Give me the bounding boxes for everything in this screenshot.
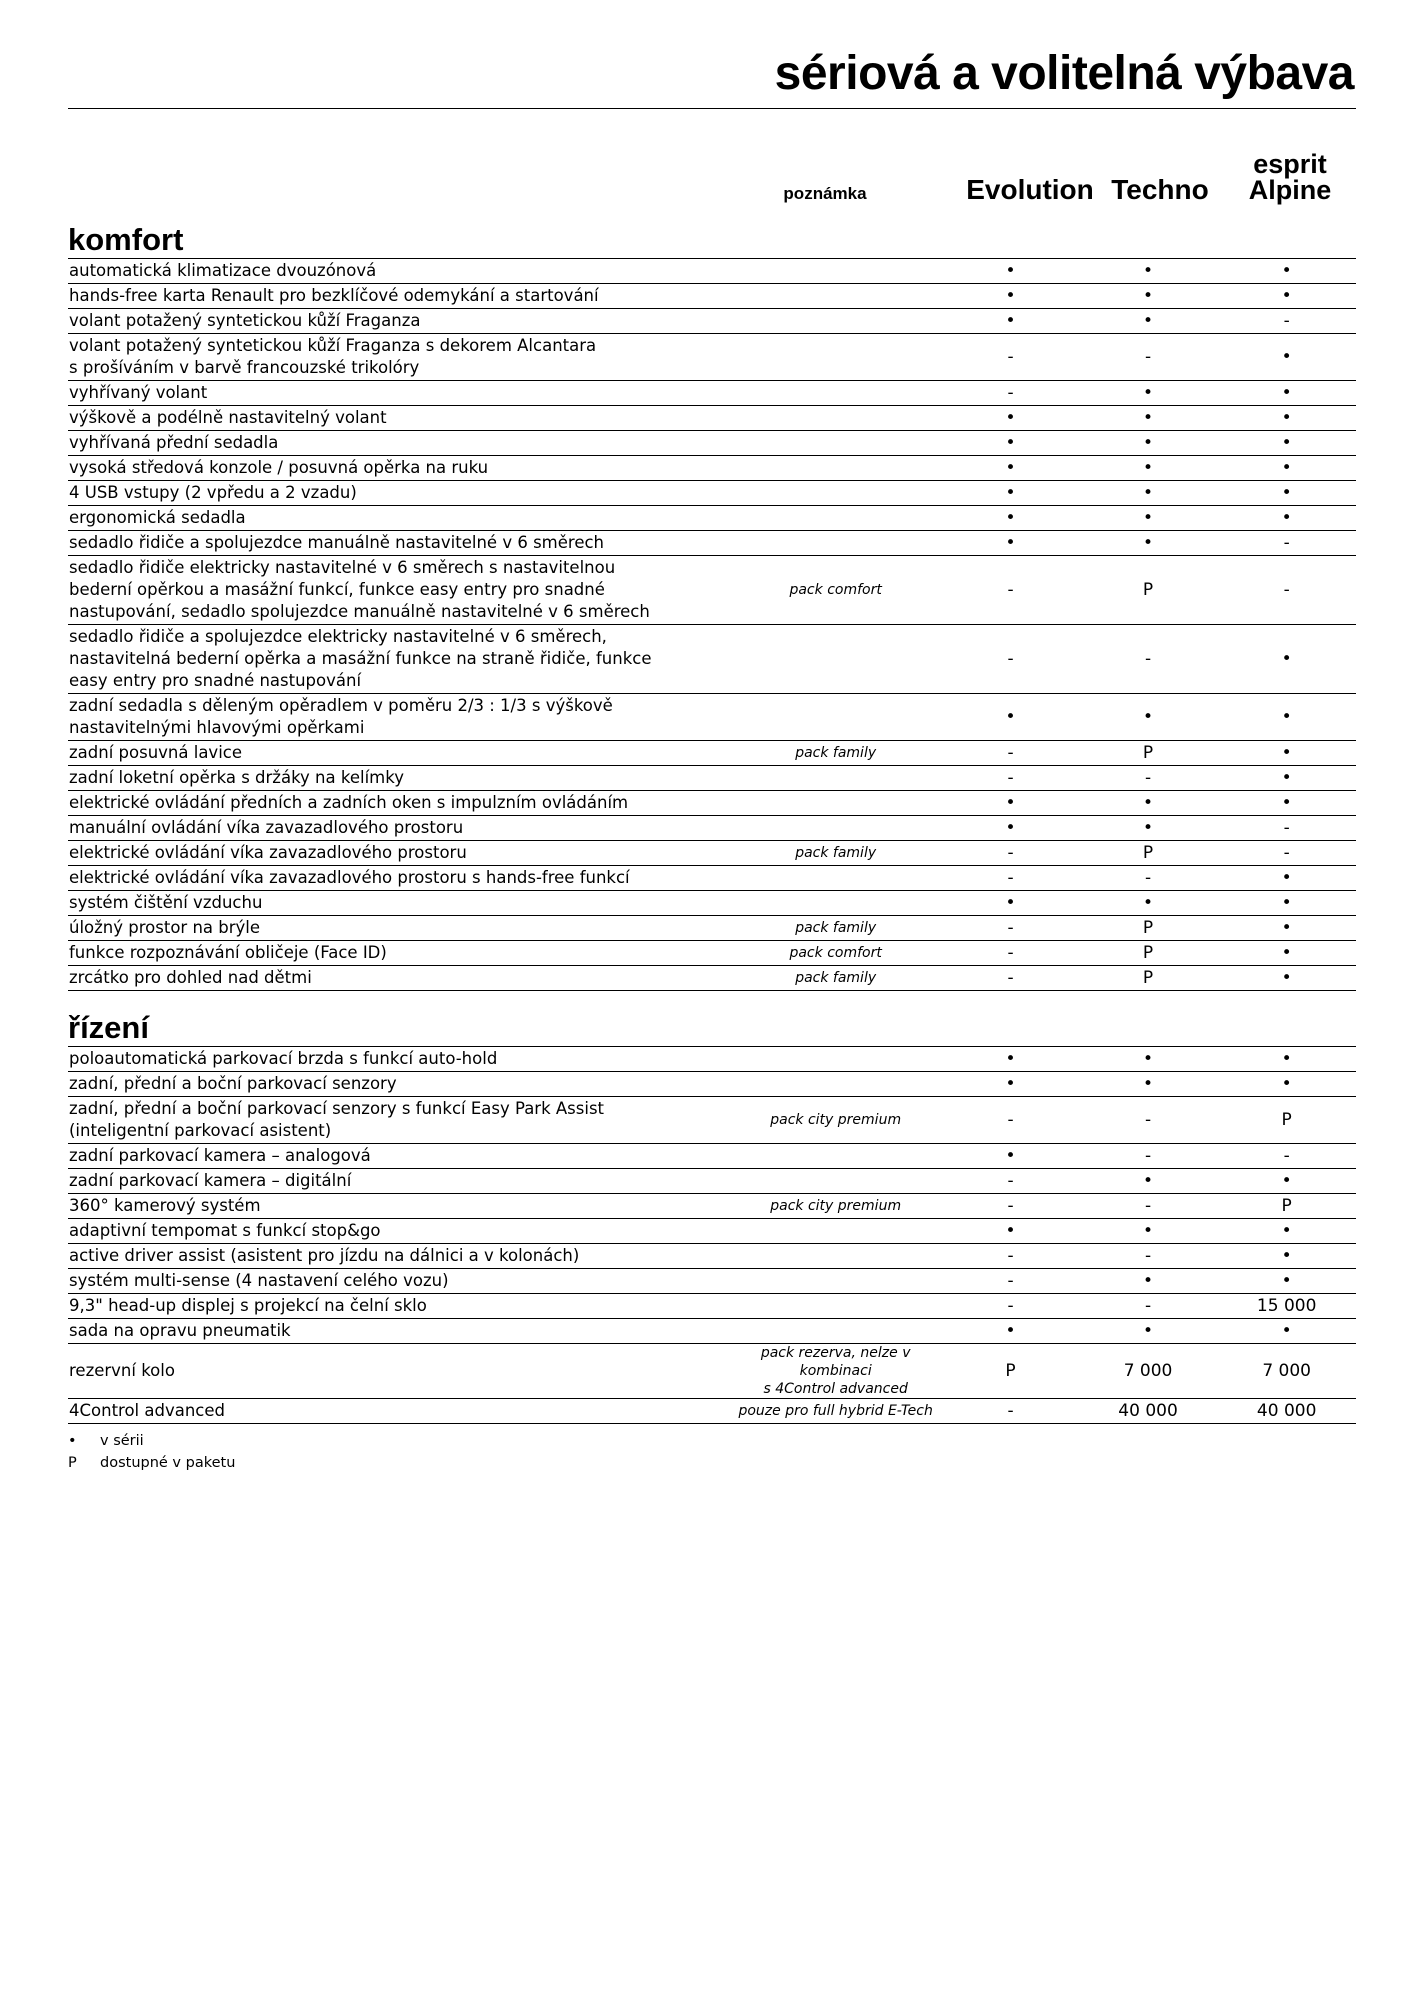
value-techno: •: [1079, 284, 1218, 309]
value-esprit-alpine: •: [1217, 481, 1356, 506]
feature-note: pack comfort: [729, 941, 942, 966]
feature-note: [729, 259, 942, 284]
value-evolution: -: [942, 1244, 1078, 1269]
value-evolution: •: [942, 1219, 1078, 1244]
feature-name: 4 USB vstupy (2 vpředu a 2 vzadu): [68, 481, 729, 506]
table-row: [68, 431, 1356, 456]
table-row: [68, 791, 1356, 816]
value-techno: •: [1079, 1047, 1218, 1072]
feature-name: vyhřívaná přední sedadla: [68, 431, 729, 456]
feature-name: elektrické ovládání předních a zadních oken s impulzním ovládáním: [68, 791, 729, 816]
table-row: [68, 309, 1356, 334]
feature-note: [729, 1144, 942, 1169]
feature-note: pack family: [729, 741, 942, 766]
feature-name: funkce rozpoznávání obličeje (Face ID): [68, 941, 729, 966]
feature-name: sada na opravu pneumatik: [68, 1319, 729, 1344]
table-row: [68, 841, 1356, 866]
value-techno: P: [1079, 841, 1218, 866]
value-evolution: •: [942, 309, 1078, 334]
value-esprit-alpine: •: [1217, 1047, 1356, 1072]
equipment-table: [68, 258, 1356, 991]
table-row: [68, 1047, 1356, 1072]
feature-note: pack city premium: [729, 1097, 942, 1144]
table-row: [68, 1072, 1356, 1097]
column-header-evolution: Evolution: [966, 174, 1094, 205]
feature-name: 360° kamerový systém: [68, 1194, 729, 1219]
table-row: [68, 1399, 1356, 1424]
feature-note: [729, 531, 942, 556]
value-techno: 7 000: [1079, 1344, 1218, 1399]
table-row: [68, 381, 1356, 406]
feature-note: pack rezerva, nelze v kombinaci s 4Control advanced: [729, 1344, 942, 1399]
legend: [68, 1430, 235, 1474]
feature-note: [729, 1072, 942, 1097]
value-techno: •: [1079, 406, 1218, 431]
value-esprit-alpine: •: [1217, 916, 1356, 941]
feature-name: 9,3" head-up displej s projekcí na čelní sklo: [68, 1294, 729, 1319]
column-header-note: poznámka: [783, 184, 867, 203]
table-row: [68, 1169, 1356, 1194]
value-esprit-alpine: •: [1217, 1219, 1356, 1244]
value-evolution: -: [942, 334, 1078, 381]
legend-symbol: P: [68, 1455, 77, 1471]
value-evolution: •: [942, 431, 1078, 456]
feature-note: [729, 334, 942, 381]
value-techno: -: [1079, 1097, 1218, 1144]
value-evolution: -: [942, 1097, 1078, 1144]
column-header-techno: Techno: [1111, 174, 1209, 205]
value-esprit-alpine: P: [1217, 1097, 1356, 1144]
value-techno: •: [1079, 791, 1218, 816]
value-esprit-alpine: •: [1217, 406, 1356, 431]
feature-name: rezervní kolo: [68, 1344, 729, 1399]
value-techno: •: [1079, 506, 1218, 531]
value-evolution: •: [942, 531, 1078, 556]
table-row: [68, 766, 1356, 791]
feature-note: [729, 625, 942, 694]
legend-item: [68, 1430, 235, 1452]
column-header-esprit-alpine-line2: Alpine: [1248, 174, 1332, 205]
value-evolution: -: [942, 556, 1078, 625]
value-evolution: -: [942, 966, 1078, 991]
value-evolution: -: [942, 1169, 1078, 1194]
feature-note: pack family: [729, 916, 942, 941]
feature-name: zadní parkovací kamera – digitální: [68, 1169, 729, 1194]
title-divider: [68, 108, 1356, 109]
feature-name: sedadlo řidiče a spolujezdce elektricky nastavitelné v 6 směrech, nastavitelná bederní opěrka a masážní funkce na straně řidiče, funkce easy entry pro snadné nastupování: [68, 625, 729, 694]
table-row: [68, 891, 1356, 916]
table-row: [68, 481, 1356, 506]
section-komfort: [68, 222, 1356, 991]
feature-name: sedadlo řidiče elektricky nastavitelné v 6 směrech s nastavitelnou bederní opěrkou a masážní funkcí, funkce easy entry pro snadné nastupování, sedadlo spolujezdce manuálně nastavitelné v 6 směrech: [68, 556, 729, 625]
feature-name: active driver assist (asistent pro jízdu na dálnici a v kolonách): [68, 1244, 729, 1269]
feature-name: systém multi-sense (4 nastavení celého vozu): [68, 1269, 729, 1294]
value-esprit-alpine: •: [1217, 866, 1356, 891]
value-evolution: •: [942, 1144, 1078, 1169]
value-esprit-alpine: 40 000: [1217, 1399, 1356, 1424]
column-header-esprit-alpine-line1: esprit: [1253, 149, 1327, 179]
value-evolution: •: [942, 456, 1078, 481]
value-techno: •: [1079, 381, 1218, 406]
feature-note: [729, 1269, 942, 1294]
table-row: [68, 1244, 1356, 1269]
feature-note: [729, 506, 942, 531]
value-evolution: -: [942, 381, 1078, 406]
table-row: [68, 1194, 1356, 1219]
value-evolution: •: [942, 1072, 1078, 1097]
feature-name: zadní sedadla s děleným opěradlem v poměru 2/3 : 1/3 s výškově nastavitelnými hlavovými opěrkami: [68, 694, 729, 741]
feature-note: [729, 309, 942, 334]
value-evolution: •: [942, 481, 1078, 506]
value-techno: •: [1079, 1219, 1218, 1244]
section-rizeni: [68, 1010, 1356, 1424]
value-techno: •: [1079, 816, 1218, 841]
value-esprit-alpine: P: [1217, 1194, 1356, 1219]
value-evolution: •: [942, 259, 1078, 284]
table-row: [68, 531, 1356, 556]
value-evolution: -: [942, 866, 1078, 891]
feature-note: [729, 406, 942, 431]
value-techno: •: [1079, 891, 1218, 916]
feature-note: [729, 481, 942, 506]
value-techno: •: [1079, 1169, 1218, 1194]
feature-note: [729, 866, 942, 891]
section-title: komfort: [68, 222, 184, 257]
table-row: [68, 259, 1356, 284]
table-row: [68, 1219, 1356, 1244]
value-evolution: -: [942, 625, 1078, 694]
value-esprit-alpine: •: [1217, 259, 1356, 284]
feature-name: zadní loketní opěrka s držáky na kelímky: [68, 766, 729, 791]
value-esprit-alpine: -: [1217, 1144, 1356, 1169]
table-row: [68, 556, 1356, 625]
feature-note: [729, 766, 942, 791]
value-evolution: -: [942, 766, 1078, 791]
table-row: [68, 1319, 1356, 1344]
feature-note: [729, 284, 942, 309]
feature-note: [729, 1244, 942, 1269]
value-esprit-alpine: •: [1217, 1319, 1356, 1344]
value-techno: -: [1079, 1144, 1218, 1169]
value-esprit-alpine: •: [1217, 1072, 1356, 1097]
value-evolution: •: [942, 406, 1078, 431]
feature-note: [729, 1169, 942, 1194]
value-esprit-alpine: •: [1217, 1269, 1356, 1294]
feature-name: zadní, přední a boční parkovací senzory: [68, 1072, 729, 1097]
value-esprit-alpine: •: [1217, 741, 1356, 766]
value-evolution: -: [942, 1269, 1078, 1294]
feature-note: [729, 791, 942, 816]
feature-note: [729, 456, 942, 481]
table-row: [68, 1097, 1356, 1144]
table-row: [68, 1269, 1356, 1294]
value-esprit-alpine: •: [1217, 431, 1356, 456]
value-evolution: P: [942, 1344, 1078, 1399]
feature-note: pouze pro full hybrid E-Tech: [729, 1399, 942, 1424]
feature-name: výškově a podélně nastavitelný volant: [68, 406, 729, 431]
feature-name: 4Control advanced: [68, 1399, 729, 1424]
value-evolution: •: [942, 891, 1078, 916]
feature-name: volant potažený syntetickou kůží Fraganza: [68, 309, 729, 334]
value-techno: •: [1079, 694, 1218, 741]
value-techno: •: [1079, 481, 1218, 506]
value-techno: •: [1079, 531, 1218, 556]
feature-name: zadní posuvná lavice: [68, 741, 729, 766]
value-esprit-alpine: •: [1217, 456, 1356, 481]
value-techno: -: [1079, 766, 1218, 791]
feature-name: vyhřívaný volant: [68, 381, 729, 406]
value-esprit-alpine: •: [1217, 506, 1356, 531]
feature-note: pack family: [729, 841, 942, 866]
table-row: [68, 1144, 1356, 1169]
table-row: [68, 506, 1356, 531]
legend-symbol: •: [68, 1433, 77, 1449]
value-esprit-alpine: •: [1217, 1169, 1356, 1194]
value-techno: •: [1079, 431, 1218, 456]
value-esprit-alpine: •: [1217, 381, 1356, 406]
value-esprit-alpine: •: [1217, 625, 1356, 694]
value-evolution: •: [942, 506, 1078, 531]
value-esprit-alpine: •: [1217, 941, 1356, 966]
feature-name: elektrické ovládání víka zavazadlového prostoru s hands-free funkcí: [68, 866, 729, 891]
feature-note: pack family: [729, 966, 942, 991]
feature-name: zadní, přední a boční parkovací senzory s funkcí Easy Park Assist (inteligentní parkovací asistent): [68, 1097, 729, 1144]
feature-note: [729, 694, 942, 741]
value-evolution: -: [942, 741, 1078, 766]
value-techno: •: [1079, 1319, 1218, 1344]
value-esprit-alpine: -: [1217, 841, 1356, 866]
table-row: [68, 456, 1356, 481]
value-techno: •: [1079, 309, 1218, 334]
value-esprit-alpine: 15 000: [1217, 1294, 1356, 1319]
table-row: [68, 406, 1356, 431]
value-techno: -: [1079, 866, 1218, 891]
feature-note: [729, 431, 942, 456]
value-esprit-alpine: -: [1217, 816, 1356, 841]
value-techno: P: [1079, 741, 1218, 766]
feature-name: úložný prostor na brýle: [68, 916, 729, 941]
value-evolution: -: [942, 1194, 1078, 1219]
value-techno: -: [1079, 1244, 1218, 1269]
value-esprit-alpine: •: [1217, 1244, 1356, 1269]
feature-name: volant potažený syntetickou kůží Fraganza s dekorem Alcantara s prošíváním v barvě francouzské trikolóry: [68, 334, 729, 381]
feature-note: pack city premium: [729, 1194, 942, 1219]
value-techno: •: [1079, 456, 1218, 481]
value-techno: -: [1079, 1294, 1218, 1319]
value-techno: -: [1079, 1194, 1218, 1219]
value-evolution: -: [942, 941, 1078, 966]
feature-note: [729, 1319, 942, 1344]
value-esprit-alpine: •: [1217, 766, 1356, 791]
value-techno: •: [1079, 1269, 1218, 1294]
equipment-table: [68, 1046, 1356, 1424]
value-esprit-alpine: 7 000: [1217, 1344, 1356, 1399]
value-evolution: •: [942, 694, 1078, 741]
feature-name: zrcátko pro dohled nad dětmi: [68, 966, 729, 991]
value-evolution: •: [942, 816, 1078, 841]
table-row: [68, 816, 1356, 841]
value-esprit-alpine: •: [1217, 966, 1356, 991]
value-techno: P: [1079, 556, 1218, 625]
feature-name: zadní parkovací kamera – analogová: [68, 1144, 729, 1169]
table-row: [68, 1294, 1356, 1319]
legend-text: dostupné v paketu: [100, 1455, 236, 1471]
feature-name: elektrické ovládání víka zavazadlového prostoru: [68, 841, 729, 866]
legend-text: v sérii: [100, 1433, 144, 1449]
value-evolution: •: [942, 284, 1078, 309]
feature-note: [729, 1294, 942, 1319]
feature-note: [729, 816, 942, 841]
feature-name: sedadlo řidiče a spolujezdce manuálně nastavitelné v 6 směrech: [68, 531, 729, 556]
feature-note: [729, 891, 942, 916]
value-esprit-alpine: -: [1217, 556, 1356, 625]
feature-name: adaptivní tempomat s funkcí stop&go: [68, 1219, 729, 1244]
table-row: [68, 625, 1356, 694]
value-techno: -: [1079, 334, 1218, 381]
feature-note: [729, 381, 942, 406]
value-techno: •: [1079, 1072, 1218, 1097]
feature-name: poloautomatická parkovací brzda s funkcí auto-hold: [68, 1047, 729, 1072]
table-row: [68, 334, 1356, 381]
value-esprit-alpine: -: [1217, 531, 1356, 556]
value-techno: P: [1079, 966, 1218, 991]
value-evolution: -: [942, 916, 1078, 941]
feature-name: ergonomická sedadla: [68, 506, 729, 531]
value-techno: -: [1079, 625, 1218, 694]
value-evolution: -: [942, 1399, 1078, 1424]
value-esprit-alpine: •: [1217, 694, 1356, 741]
table-row: [68, 866, 1356, 891]
table-row: [68, 741, 1356, 766]
table-row: [68, 916, 1356, 941]
table-row: [68, 1344, 1356, 1399]
value-techno: P: [1079, 916, 1218, 941]
value-techno: •: [1079, 259, 1218, 284]
value-esprit-alpine: •: [1217, 791, 1356, 816]
feature-name: hands-free karta Renault pro bezklíčové odemykání a startování: [68, 284, 729, 309]
table-row: [68, 941, 1356, 966]
column-header-esprit-alpine: [1220, 149, 1360, 205]
section-title: řízení: [68, 1010, 149, 1045]
feature-note: pack comfort: [729, 556, 942, 625]
table-row: [68, 694, 1356, 741]
feature-name: automatická klimatizace dvouzónová: [68, 259, 729, 284]
value-evolution: •: [942, 1319, 1078, 1344]
value-esprit-alpine: -: [1217, 309, 1356, 334]
value-techno: 40 000: [1079, 1399, 1218, 1424]
value-evolution: •: [942, 791, 1078, 816]
value-esprit-alpine: •: [1217, 334, 1356, 381]
feature-name: vysoká středová konzole / posuvná opěrka na ruku: [68, 456, 729, 481]
table-row: [68, 284, 1356, 309]
value-evolution: -: [942, 841, 1078, 866]
legend-item: [68, 1452, 235, 1474]
table-row: [68, 966, 1356, 991]
value-esprit-alpine: •: [1217, 891, 1356, 916]
value-evolution: -: [942, 1294, 1078, 1319]
feature-name: systém čištění vzduchu: [68, 891, 729, 916]
value-evolution: •: [942, 1047, 1078, 1072]
page-title: sériová a volitelná výbava: [774, 47, 1354, 100]
value-esprit-alpine: •: [1217, 284, 1356, 309]
feature-note: [729, 1219, 942, 1244]
feature-note: [729, 1047, 942, 1072]
value-techno: P: [1079, 941, 1218, 966]
feature-name: manuální ovládání víka zavazadlového prostoru: [68, 816, 729, 841]
